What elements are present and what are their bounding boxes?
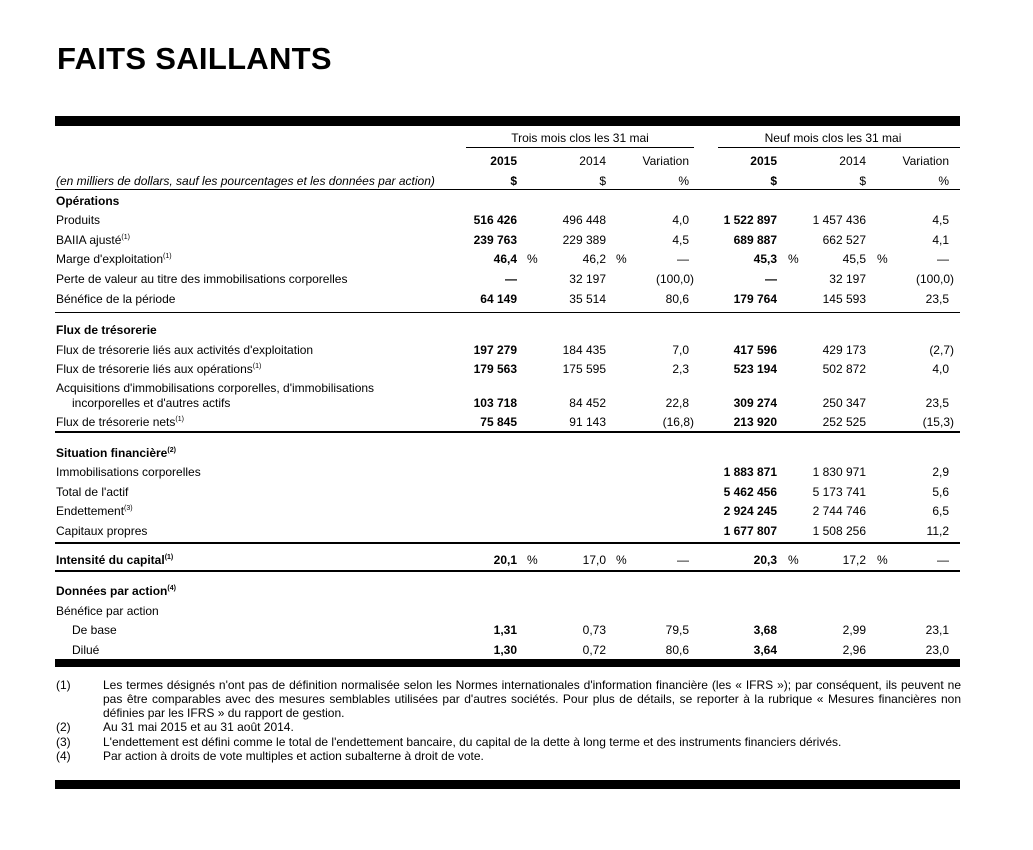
percent-sign: %: [877, 553, 888, 567]
cell: 429 173: [822, 343, 866, 357]
row-label-flux-nets: Flux de trésorerie nets$^{(1)}$: [56, 415, 184, 429]
header-variation-3m: Variation: [642, 154, 689, 168]
cell: 0,72: [582, 643, 606, 657]
row-label-baiia: BAIIA ajusté$^{(1)}$: [56, 233, 130, 247]
unit-dollar-3m-prev: $: [599, 174, 606, 188]
row-label-benefice: Bénéfice de la période: [56, 292, 176, 306]
divider-before-intensite: [55, 542, 960, 544]
cell: 179 764: [733, 292, 777, 306]
page-title: FAITS SAILLANTS: [57, 41, 332, 76]
percent-sign: %: [616, 553, 627, 567]
row-label-perte: Perte de valeur au titre des immobilisations corporelles: [56, 272, 348, 286]
cell: 23,5: [925, 396, 949, 410]
percent-sign: %: [527, 553, 538, 567]
cell: (16,8): [662, 415, 694, 429]
cell: 175 595: [562, 362, 606, 376]
unit-dollar-9m-prev: $: [859, 174, 866, 188]
cell: 45,3: [753, 252, 777, 266]
header-group-nine-months: Neuf mois clos les 31 mai: [764, 131, 902, 145]
cell: (2,7): [929, 343, 954, 357]
row-label-flux-operations: Flux de trésorerie liés aux opérations$^{(1)}$: [56, 362, 262, 376]
table-bottom-bar: [55, 659, 960, 667]
cell: 1 830 971: [812, 465, 866, 479]
row-label-benefice-par-action: Bénéfice par action: [56, 604, 159, 618]
cell: 35 514: [569, 292, 606, 306]
cell: 252 525: [822, 415, 866, 429]
footnote-text: Par action à droits de vote multiples et action subalterne à droit de vote.: [103, 749, 484, 763]
unit-dollar-3m-cur: $: [510, 174, 517, 188]
cell: 4,5: [932, 213, 949, 227]
row-label-immobilisations: Immobilisations corporelles: [56, 465, 201, 479]
cell: 23,1: [925, 623, 949, 637]
cell: 23,0: [925, 643, 949, 657]
cell: 309 274: [733, 396, 777, 410]
cell: 662 527: [822, 233, 866, 247]
row-label-acquisitions-line1: Acquisitions d'immobilisations corporelles, d'immobilisations: [56, 381, 375, 395]
footnote-text: Au 31 mai 2015 et au 31 août 2014.: [103, 720, 294, 734]
unit-percent-3m: %: [678, 174, 689, 188]
cell: 213 920: [733, 415, 777, 429]
header-variation-9m: Variation: [902, 154, 949, 168]
cell: —: [765, 272, 777, 286]
cell: 239 763: [473, 233, 517, 247]
row-label-acquisitions-line2: incorporelles et d'autres actifs: [72, 396, 231, 410]
header-year-9m-2015: 2015: [750, 154, 777, 168]
cell: 2,99: [842, 623, 866, 637]
cell: 1 457 436: [812, 213, 866, 227]
cell: 5 462 456: [723, 485, 777, 499]
footnote-number: (1): [56, 678, 71, 692]
cell: 197 279: [473, 343, 517, 357]
footnote-number: (3): [56, 735, 71, 749]
percent-sign: %: [877, 252, 888, 266]
percent-sign: %: [788, 553, 799, 567]
row-label-flux-activites: Flux de trésorerie liés aux activités d'exploitation: [56, 343, 314, 357]
cell: 103 718: [473, 396, 517, 410]
header-year-3m-2014: 2014: [579, 154, 606, 168]
cell: 250 347: [822, 396, 866, 410]
cell: —: [505, 272, 517, 286]
cell: 1 883 871: [723, 465, 777, 479]
top-thick-bar: [55, 116, 960, 126]
cell: 45,5: [842, 252, 866, 266]
percent-sign: %: [788, 252, 799, 266]
cell: 4,1: [932, 233, 949, 247]
cell: —: [677, 553, 689, 567]
unit-dollar-9m-cur: $: [770, 174, 777, 188]
cell: 523 194: [733, 362, 777, 376]
cell: 496 448: [562, 213, 606, 227]
unit-percent-9m: %: [938, 174, 949, 188]
footnote-ref: (1): [163, 253, 172, 260]
cell: 1,31: [493, 623, 517, 637]
cell: 4,0: [932, 362, 949, 376]
cell: 5 173 741: [812, 485, 866, 499]
cell: 2 744 746: [812, 504, 866, 518]
percent-sign: %: [616, 252, 627, 266]
units-caption: (en milliers de dollars, sauf les pourcentages et les données par action): [56, 174, 435, 188]
cell: 75 845: [480, 415, 517, 429]
cell: —: [677, 252, 689, 266]
cell: 2,9: [932, 465, 949, 479]
row-label-total-actif: Total de l'actif: [56, 485, 129, 499]
cell: 3,64: [753, 643, 777, 657]
cell: 20,3: [753, 553, 777, 567]
cell: 689 887: [733, 233, 777, 247]
cell: 17,2: [842, 553, 866, 567]
section-operations: Opérations: [56, 194, 120, 208]
cell: 46,4: [493, 252, 517, 266]
cell: (15,3): [922, 415, 954, 429]
divider-after-flux: [55, 431, 960, 433]
cell: 1 677 807: [723, 524, 777, 538]
header-divider: [55, 189, 960, 190]
row-label-marge: Marge d'exploitation$^{(1)}$: [56, 252, 172, 266]
header-year-3m-2015: 2015: [490, 154, 517, 168]
cell: 79,5: [665, 623, 689, 637]
cell: 32 197: [829, 272, 866, 286]
cell: 502 872: [822, 362, 866, 376]
cell: 2,3: [672, 362, 689, 376]
cell: 1 522 897: [723, 213, 777, 227]
cell: 5,6: [932, 485, 949, 499]
footnote-ref: (2): [167, 447, 176, 454]
section-situation: Situation financière$^{(2)}$: [56, 446, 176, 460]
section-flux: Flux de trésorerie: [56, 323, 157, 337]
footnote-ref: (1): [164, 554, 174, 561]
cell: —: [937, 252, 949, 266]
cell: 80,6: [665, 292, 689, 306]
cell: 17,0: [582, 553, 606, 567]
section-donnees: Données par action$^{(4)}$: [56, 584, 176, 598]
footnote-ref: (1): [121, 234, 130, 241]
header-underline-group1: [466, 147, 694, 148]
cell: (100,0): [915, 272, 954, 286]
percent-sign: %: [527, 252, 538, 266]
cell: 0,73: [582, 623, 606, 637]
cell: 145 593: [822, 292, 866, 306]
cell: 6,5: [932, 504, 949, 518]
footnote-text: Les termes désignés n'ont pas de définition normalisée selon les Normes internationales d'information financière (les « IFRS »); par conséquent, ils peuvent ne pas être comparables avec des mesures semblables utilisées par d'autres sociétés. Pour plus de détails, se reporter à la rubrique « Mesures financières non définies par les IFRS » du rapport de gestion.: [103, 678, 961, 720]
footnote-number: (4): [56, 749, 71, 763]
footnote-ref: (3): [124, 505, 133, 512]
cell: 22,8: [665, 396, 689, 410]
cell: 20,1: [493, 553, 517, 567]
cell: 46,2: [582, 252, 606, 266]
cell: 179 563: [473, 362, 517, 376]
cell: 91 143: [569, 415, 606, 429]
cell: 229 389: [562, 233, 606, 247]
header-year-9m-2014: 2014: [839, 154, 866, 168]
cell: 32 197: [569, 272, 606, 286]
cell: 2,96: [842, 643, 866, 657]
cell: —: [937, 553, 949, 567]
cell: 2 924 245: [723, 504, 777, 518]
cell: 4,5: [672, 233, 689, 247]
cell: 516 426: [473, 213, 517, 227]
row-label-capitaux: Capitaux propres: [56, 524, 148, 538]
footnote-text: L'endettement est défini comme le total de l'endettement bancaire, du capital de la dette à long terme et des instruments financiers dérivés.: [103, 735, 842, 749]
cell: 23,5: [925, 292, 949, 306]
row-label-endettement: Endettement$^{(3)}$: [56, 504, 133, 518]
footnote-number: (2): [56, 720, 71, 734]
cell: 184 435: [562, 343, 606, 357]
cell: 1,30: [493, 643, 517, 657]
cell: 1 508 256: [812, 524, 866, 538]
row-label-produits: Produits: [56, 213, 101, 227]
cell: (100,0): [655, 272, 694, 286]
cell: 3,68: [753, 623, 777, 637]
header-group-three-months: Trois mois clos les 31 mai: [511, 131, 649, 145]
cell: 11,2: [926, 524, 949, 538]
divider-after-operations: [55, 312, 960, 313]
footnote-ref: (1): [175, 416, 184, 423]
cell: 4,0: [672, 213, 689, 227]
page-bottom-bar: [55, 780, 960, 789]
cell: 64 149: [480, 292, 517, 306]
footnote-ref: (1): [252, 363, 262, 370]
cell: 80,6: [665, 643, 689, 657]
footnote-ref: (4): [167, 585, 176, 592]
divider-after-intensite: [55, 570, 960, 572]
cell: 7,0: [672, 343, 689, 357]
row-label-intensite: Intensité du capital$^{(1)}$: [56, 553, 174, 567]
cell: 84 452: [569, 396, 606, 410]
row-label-dilue: Dilué: [72, 643, 100, 657]
cell: 417 596: [733, 343, 777, 357]
header-underline-group2: [718, 147, 960, 148]
row-label-de-base: De base: [72, 623, 117, 637]
